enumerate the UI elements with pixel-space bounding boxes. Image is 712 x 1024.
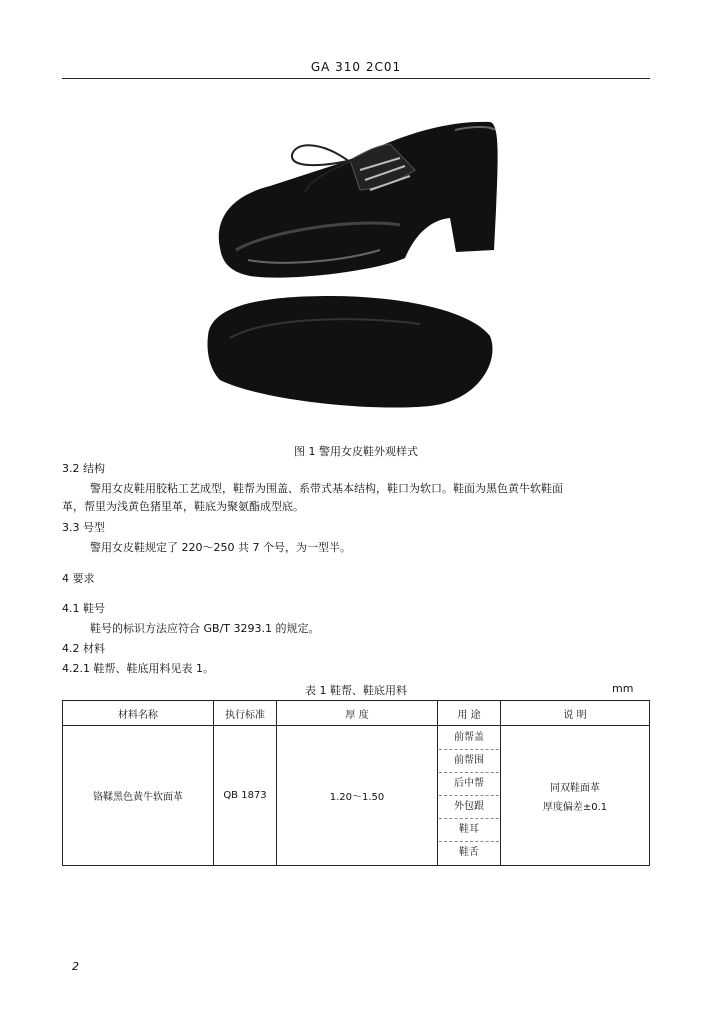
use-item: 后中帮 [439,773,499,796]
table-unit: mm [612,682,634,695]
header-standard-code: GA 310 2C01 [310,60,402,74]
use-item: 前帮围 [439,750,499,773]
section-3-2-title: 3.2 结构 [62,462,105,475]
table-row [63,726,650,866]
cell-thickness: 1.20～1.50 [277,726,438,866]
shoe-illustration [200,100,520,420]
use-item: 鞋耳 [439,819,499,842]
col-header-use: 用 途 [438,701,501,726]
materials-table [62,700,650,866]
use-item: 鞋舌 [459,847,479,858]
use-item: 外包跟 [439,796,499,819]
section-3-2-para-line1: 警用女皮鞋用胶粘工艺成型，鞋帮为围盖、系带式基本结构，鞋口为软口。鞋面为黑色黄牛软鞋面 [90,482,563,495]
col-header-thickness: 厚 度 [277,701,438,726]
note-line-1: 同双鞋面革 [550,782,600,794]
note-line-2: 厚度偏差±0.1 [542,801,608,813]
col-header-note: 说 明 [501,701,650,726]
section-3-2-para-line2: 革，帮里为浅黄色猪里革，鞋底为聚氨酯成型底。 [62,500,304,513]
section-4-title: 4 要求 [62,572,95,585]
figure-caption: 图 1 警用女皮鞋外观样式 [294,445,418,458]
table-title: 表 1 鞋帮、鞋底用料 [305,684,407,697]
col-header-standard: 执行标准 [214,701,277,726]
use-item: 前帮盖 [439,727,499,750]
header-rule [62,78,650,79]
section-4-2-1-title: 4.2.1 鞋帮、鞋底用料见表 1。 [62,662,214,675]
section-4-2-title: 4.2 材料 [62,642,105,655]
col-header-material: 材料名称 [63,701,214,726]
section-3-3-title: 3.3 号型 [62,521,105,534]
section-3-3-para: 警用女皮鞋规定了 220～250 共 7 个号，为一型半。 [90,541,351,554]
cell-note [501,726,650,866]
section-4-1-title: 4.1 鞋号 [62,602,105,615]
page-number: 2 [72,960,79,973]
cell-material: 铬鞣黑色黄牛软面革 [63,726,214,866]
table-header-row [63,701,650,726]
cell-standard: QB 1873 [214,726,277,866]
section-4-1-para: 鞋号的标识方法应符合 GB/T 3293.1 的规定。 [90,622,320,635]
cell-uses [438,726,501,866]
